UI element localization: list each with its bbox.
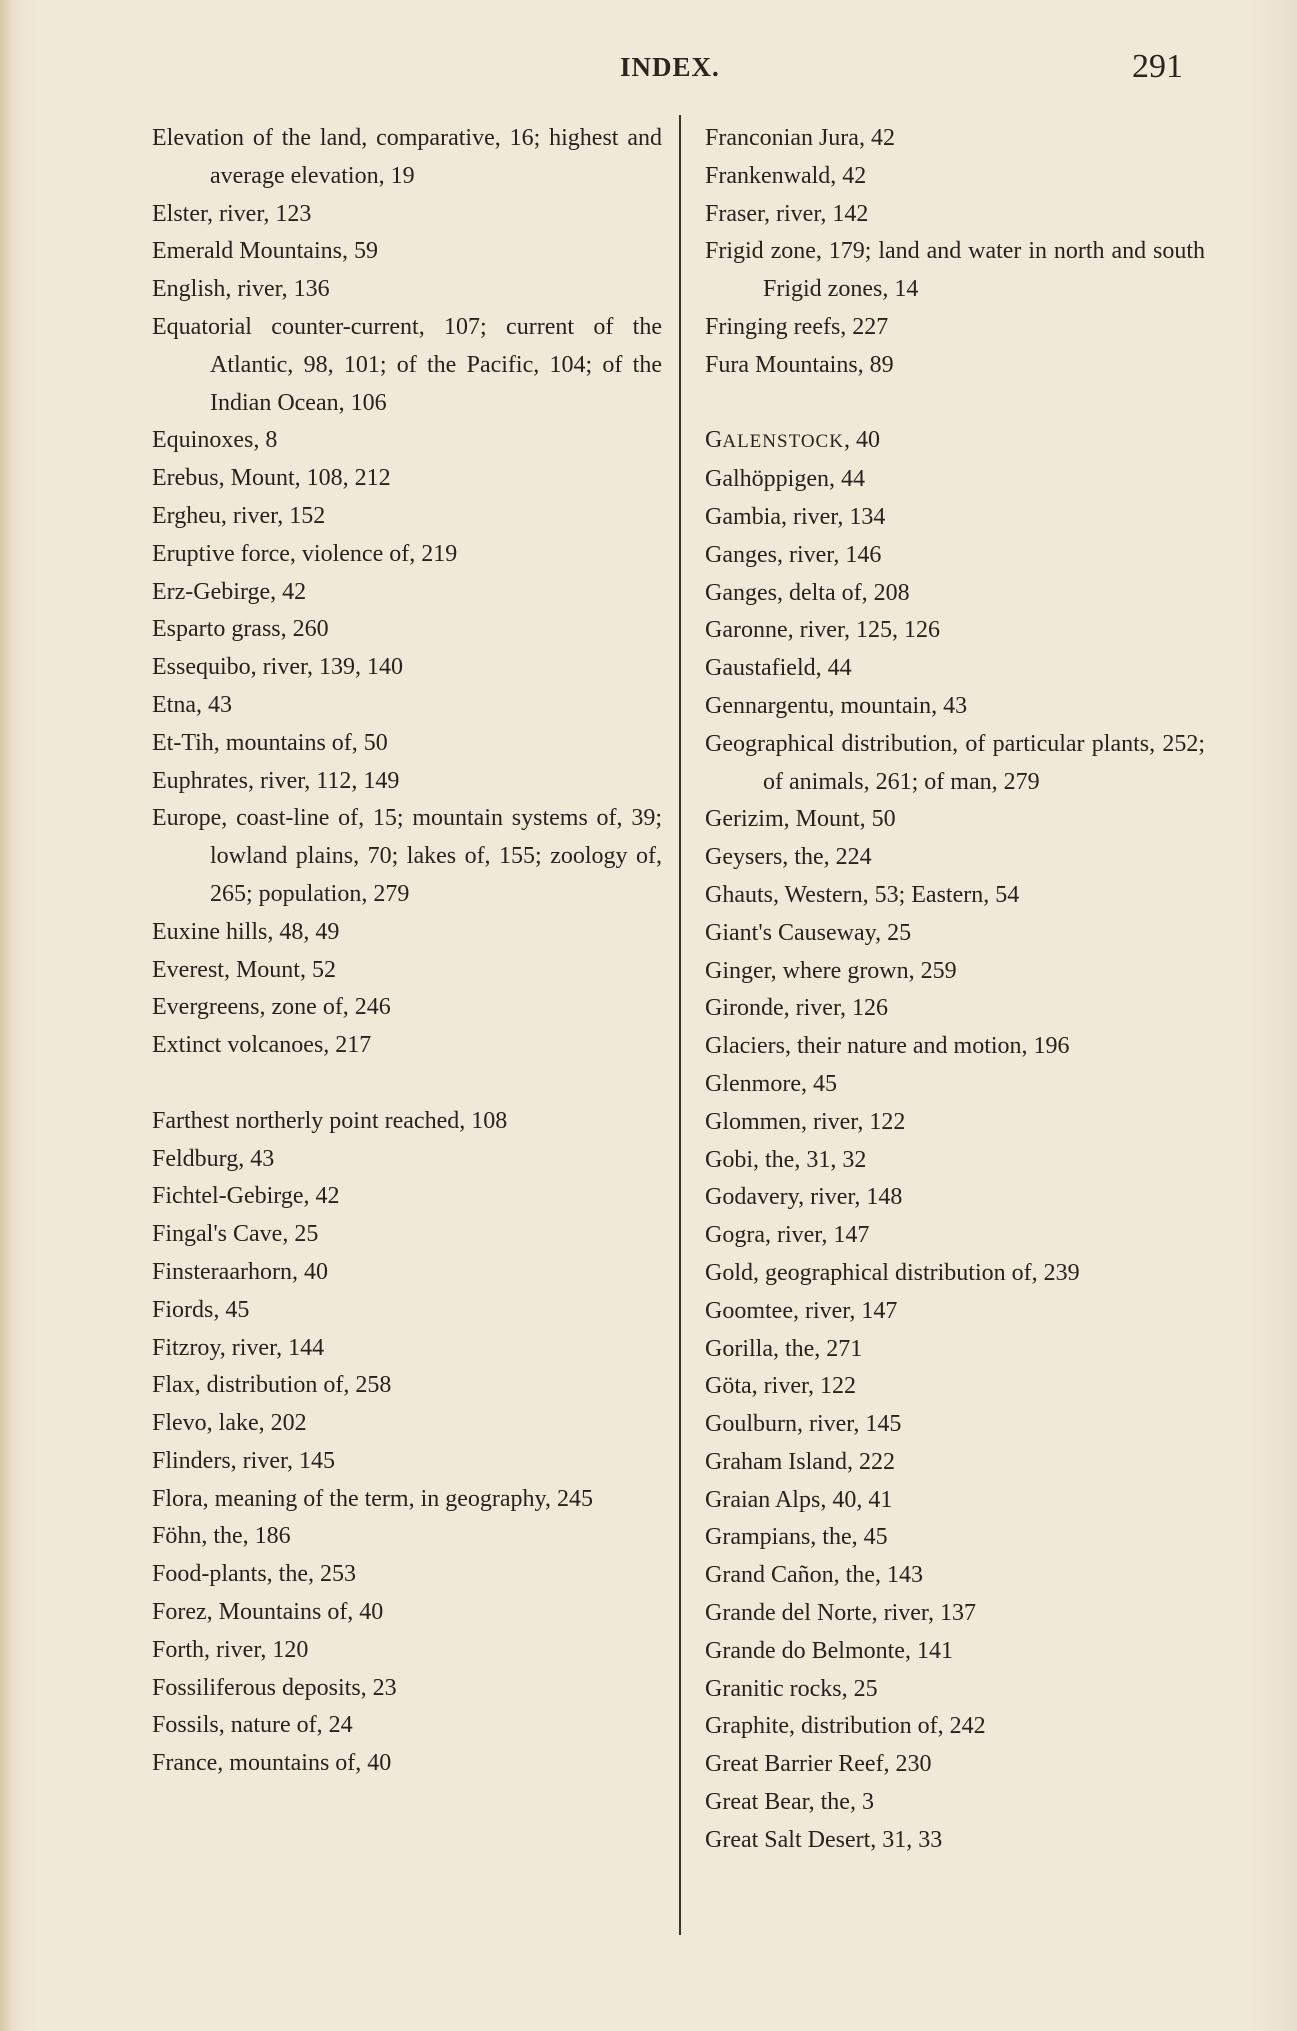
- index-entry: Erz-Gebirge, 42: [152, 578, 307, 605]
- index-entry: France, mountains of, 40: [152, 1750, 392, 1777]
- index-entry: Flax, distribution of, 258: [152, 1372, 392, 1399]
- small-caps-initial: G: [705, 427, 723, 454]
- index-entry: English, river, 136: [152, 276, 330, 303]
- index-entry: Elster, river, 123: [152, 200, 312, 227]
- index-entry: Forth, river, 120: [152, 1636, 309, 1663]
- index-entry: Graphite, distribution of, 242: [705, 1713, 986, 1740]
- index-entry: Gobi, the, 31, 32: [705, 1146, 867, 1173]
- page-header: [0, 48, 1297, 96]
- index-entry: Gaustafield, 44: [705, 655, 852, 682]
- index-entry: Fingal's Cave, 25: [152, 1221, 319, 1248]
- index-entry: Eruptive force, violence of, 219: [152, 540, 458, 567]
- index-entry: Graian Alps, 40, 41: [705, 1486, 893, 1513]
- index-entry: Geysers, the, 224: [705, 844, 872, 871]
- letter-section-gap: [152, 1065, 662, 1103]
- index-entry: Fossiliferous deposits, 23: [152, 1674, 397, 1701]
- index-entry: Elevation of the land, comparative, 16; highest and average elevation, 19: [152, 125, 662, 189]
- index-column-right: [705, 120, 1205, 1860]
- index-entry: Grampians, the, 45: [705, 1524, 888, 1551]
- index-entry: Geographical distribution, of particular plants, 252; of animals, 261; of man, 279: [705, 730, 1205, 795]
- index-entry: Great Barrier Reef, 230: [705, 1751, 932, 1778]
- index-entry: Gambia, river, 134: [705, 503, 886, 530]
- index-entry: Gironde, river, 126: [705, 995, 888, 1022]
- index-entry: Grande do Belmonte, 141: [705, 1637, 953, 1664]
- index-entry: Flora, meaning of the term, in geography, 245: [152, 1485, 593, 1512]
- page-gutter-shadow: [0, 0, 14, 2031]
- index-entry: Glommen, river, 122: [705, 1108, 906, 1135]
- index-entry: Esparto grass, 260: [152, 616, 329, 643]
- index-entry: Flevo, lake, 202: [152, 1410, 307, 1437]
- index-entry: Frankenwald, 42: [705, 162, 867, 189]
- index-entry: Erebus, Mount, 108, 212: [152, 465, 391, 492]
- index-entry: Etna, 43: [152, 691, 232, 718]
- index-entry: Frigid zone, 179; land and water in north and south Frigid zones, 14: [705, 238, 1205, 303]
- column-divider: [679, 115, 681, 1935]
- index-entry: Goomtee, river, 147: [705, 1297, 898, 1324]
- index-entry: Goulburn, river, 145: [705, 1411, 902, 1438]
- letter-section-gap: [705, 385, 1205, 423]
- index-entry: Garonne, river, 125, 126: [705, 617, 940, 644]
- index-entry: Glenmore, 45: [705, 1070, 837, 1097]
- index-entry: Ganges, delta of, 208: [705, 579, 910, 606]
- index-entry: Euphrates, river, 112, 149: [152, 767, 400, 794]
- index-entry: Ghauts, Western, 53; Eastern, 54: [705, 881, 1020, 908]
- index-entry: Ganges, river, 146: [705, 541, 882, 568]
- index-entry: Fitzroy, river, 144: [152, 1334, 325, 1361]
- index-entry-galenstock: [705, 422, 1205, 461]
- index-entry: Graham Island, 222: [705, 1448, 895, 1475]
- index-entry: Food-plants, the, 253: [152, 1561, 356, 1588]
- index-entry: Grand Cañon, the, 143: [705, 1562, 923, 1589]
- index-entry: Granitic rocks, 25: [705, 1675, 878, 1702]
- index-entry: Gogra, river, 147: [705, 1222, 870, 1249]
- index-entry: Franconian Jura, 42: [705, 125, 895, 151]
- index-entry: Extinct volcanoes, 217: [152, 1032, 372, 1059]
- index-entry: Gerizim, Mount, 50: [705, 806, 896, 833]
- index-entry: Great Bear, the, 3: [705, 1789, 874, 1816]
- index-entry: Finsteraarhorn, 40: [152, 1258, 328, 1285]
- index-entry: Giant's Causeway, 25: [705, 919, 912, 946]
- index-entry: Fichtel-Gebirge, 42: [152, 1183, 340, 1210]
- index-entry: Glaciers, their nature and motion, 196: [705, 1033, 1070, 1060]
- index-entry: Grande del Norte, river, 137: [705, 1600, 976, 1627]
- index-entry: Equinoxes, 8: [152, 427, 278, 454]
- index-entry: Essequibo, river, 139, 140: [152, 654, 404, 681]
- index-entry: Föhn, the, 186: [152, 1523, 291, 1550]
- index-entry: Fura Mountains, 89: [705, 351, 894, 378]
- index-entry: Ergheu, river, 152: [152, 502, 326, 529]
- index-entry: Emerald Mountains, 59: [152, 238, 378, 265]
- index-entry: Fiords, 45: [152, 1296, 250, 1323]
- index-entry: Europe, coast-line of, 15; mountain systems of, 39; lowland plains, 70; lakes of, 155; zoology of, 265; population, 279: [152, 805, 662, 907]
- index-entry: Flinders, river, 145: [152, 1447, 336, 1474]
- index-entry: Fossils, nature of, 24: [152, 1712, 353, 1739]
- page-reference: , 40: [843, 427, 880, 454]
- index-entry: Göta, river, 122: [705, 1373, 856, 1400]
- index-entry: Great Salt Desert, 31, 33: [705, 1826, 943, 1853]
- index-entry: Gold, geographical distribution of, 239: [705, 1259, 1080, 1286]
- index-column-left: [152, 120, 662, 1783]
- small-caps-rest: ALENSTOCK: [722, 431, 844, 453]
- index-entry: Everest, Mount, 52: [152, 956, 336, 983]
- index-entry: Fringing reefs, 227: [705, 313, 889, 340]
- index-entry: Gorilla, the, 271: [705, 1335, 863, 1362]
- index-entry: Fraser, river, 142: [705, 200, 869, 227]
- index-entry: Equatorial counter-current, 107; current of the Atlantic, 98, 101; of the Pacific, 104; of the Indian Ocean, 106: [152, 313, 662, 416]
- index-entry: Euxine hills, 48, 49: [152, 918, 340, 945]
- index-entry: Gennargentu, mountain, 43: [705, 692, 968, 719]
- index-entry: Farthest northerly point reached, 108: [152, 1107, 508, 1134]
- page-number: 291: [1132, 48, 1183, 85]
- index-entry: Ginger, where grown, 259: [705, 957, 957, 984]
- index-entry: Godavery, river, 148: [705, 1184, 903, 1211]
- index-entry: Forez, Mountains of, 40: [152, 1599, 384, 1626]
- running-title: INDEX.: [620, 52, 720, 82]
- index-entry: Et-Tih, mountains of, 50: [152, 729, 388, 756]
- index-entry: Galhöppigen, 44: [705, 466, 865, 493]
- index-entry: Evergreens, zone of, 246: [152, 994, 391, 1021]
- index-entry: Feldburg, 43: [152, 1145, 275, 1172]
